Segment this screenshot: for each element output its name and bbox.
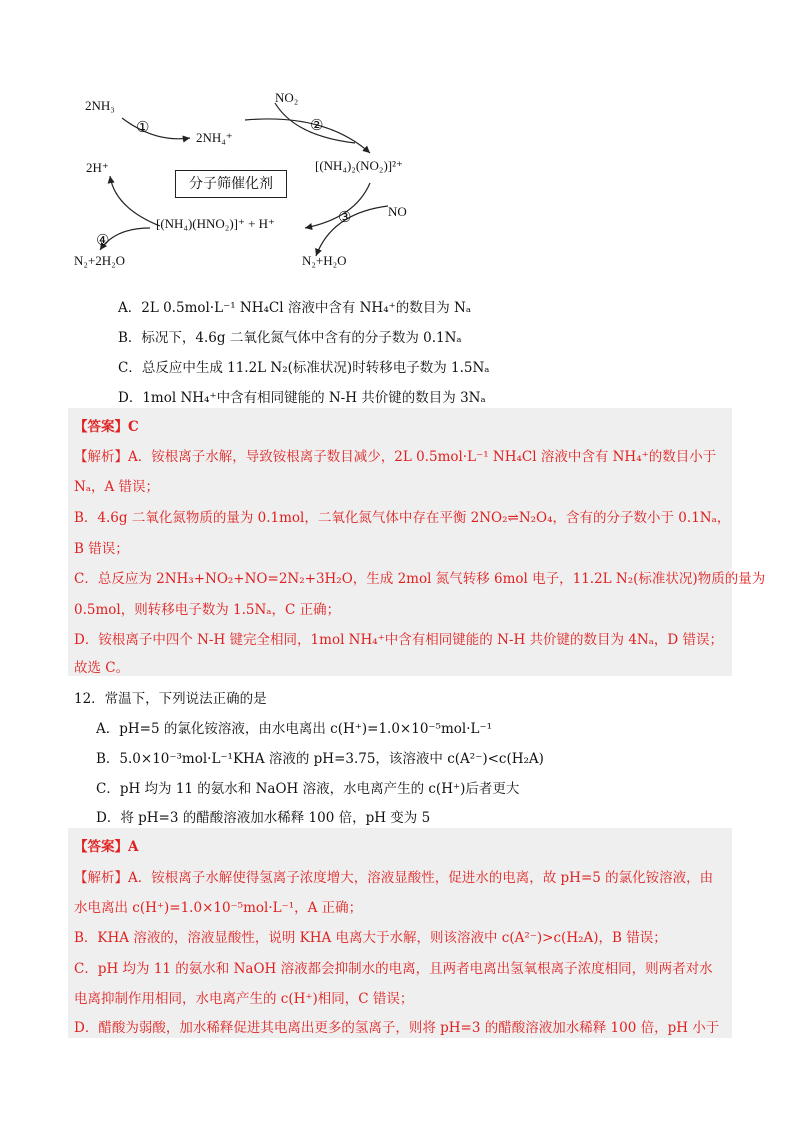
q11-analysis-line: B 错误； (74, 541, 129, 557)
reaction-cycle-diagram (70, 88, 450, 278)
step-4-marker: ④ (96, 233, 110, 249)
q12-analysis-line: 水电离出 c(H⁺)=1.0×10⁻⁵mol·L⁻¹，A 正确； (74, 900, 363, 916)
q11-option-d: D．1mol NH₄⁺中含有相同键能的 N-H 共价键的数目为 3Nₐ (118, 390, 486, 406)
label-complex-2: [(NH₄)(HNO₂)]⁺ + H⁺ (156, 216, 275, 231)
q12-analysis-line: B．KHA 溶液的，溶液显酸性，说明 KHA 电离大于水解，则该溶液中 c(A²⁻)>c(H₂A)，B 错误； (74, 930, 667, 946)
label-2nh3: 2NH₃ (85, 98, 115, 113)
arrow-n2h2o-out (316, 206, 388, 256)
q11-option-c: C．总反应中生成 11.2L N₂(标准状况)时转移电子数为 1.5Nₐ (118, 360, 490, 376)
q12-answer: 【答案】A (74, 839, 139, 855)
q12-analysis-line: 电离抑制作用相同，水电离产生的 c(H⁺)相同，C 错误； (74, 991, 414, 1007)
q11-analysis-line: B．4.6g 二氧化氮物质的量为 0.1mol，二氧化氮气体中存在平衡 2NO₂⇌N₂O₄，含有的分子数小于 0.1Nₐ， (74, 510, 731, 526)
label-n2-2h2o: N₂+2H₂O (74, 253, 126, 268)
q12-stem: 12．常温下，下列说法正确的是 (74, 691, 267, 707)
q11-analysis-line: 故选 C。 (74, 660, 130, 676)
q12-analysis-line: D．醋酸为弱酸，加水稀释促进其电离出更多的氢离子，则将 pH=3 的醋酸溶液加水稀释 100 倍，pH 小于 (74, 1020, 720, 1036)
q12-option-d: D．将 pH=3 的醋酸溶液加水稀释 100 倍，pH 变为 5 (96, 810, 431, 826)
label-n2-h2o: N₂+H₂O (302, 253, 347, 268)
q11-option-a: A．2L 0.5mol·L⁻¹ NH₄Cl 溶液中含有 NH₄⁺的数目为 Nₐ (118, 300, 472, 316)
label-no: NO (388, 204, 407, 219)
q11-analysis-line: C．总反应为 2NH₃+NO₂+NO=2N₂+3H₂O，生成 2mol 氮气转移 6mol 电子，11.2L N₂(标准状况)物质的量为 (74, 571, 766, 587)
arrow-step4-return (110, 176, 160, 226)
label-2h: 2H⁺ (86, 160, 109, 175)
label-2nh4: 2NH₄⁺ (196, 130, 233, 145)
q12-analysis-line: C．pH 均为 11 的氨水和 NaOH 溶液都会抑制水的电离，且两者电离出氢氧根离子浓度相同，则两者对水 (74, 961, 713, 977)
q11-analysis-line: Nₐ，A 错误； (74, 479, 160, 495)
q12-option-b: B．5.0×10⁻³mol·L⁻¹KHA 溶液的 pH=3.75，该溶液中 c(A²⁻)<c(H₂A) (96, 751, 544, 767)
catalyst-box: 分子筛催化剂 (175, 170, 287, 198)
q12-analysis-line: 【解析】A．铵根离子水解使得氢离子浓度增大，溶液显酸性，促进水的电离，故 pH=5 的氯化铵溶液，由 (74, 870, 714, 886)
q11-analysis-line: D．铵根离子中四个 N-H 键完全相同，1mol NH₄⁺中含有相同键能的 N-H 共价键的数目为 4Nₐ，D 错误； (74, 632, 724, 648)
label-complex-1: [(NH₄)₂(NO₂)]²⁺ (315, 158, 403, 173)
q11-option-b: B．标况下，4.6g 二氧化氮气体中含有的分子数为 0.1Nₐ (118, 330, 462, 346)
label-no2: NO₂ (275, 90, 299, 105)
q11-analysis-line: 【解析】A．铵根离子水解，导致铵根离子数目减少，2L 0.5mol·L⁻¹ NH₄Cl 溶液中含有 NH₄⁺的数目小于 (74, 449, 717, 465)
q11-analysis-line: 0.5mol，则转移电子数为 1.5Nₐ，C 正确； (74, 602, 341, 618)
step-2-marker: ② (310, 118, 324, 134)
step-3-marker: ③ (338, 210, 352, 226)
arrow-step2 (245, 119, 370, 153)
q12-option-c: C．pH 均为 11 的氨水和 NaOH 溶液，水电离产生的 c(H⁺)后者更大 (96, 781, 520, 797)
q11-answer: 【答案】C (74, 419, 139, 435)
step-1-marker: ① (136, 120, 150, 136)
q12-option-a: A．pH=5 的氯化铵溶液，由水电离出 c(H⁺)=1.0×10⁻⁵mol·L⁻¹ (96, 721, 492, 737)
arrow-step1 (122, 118, 190, 139)
